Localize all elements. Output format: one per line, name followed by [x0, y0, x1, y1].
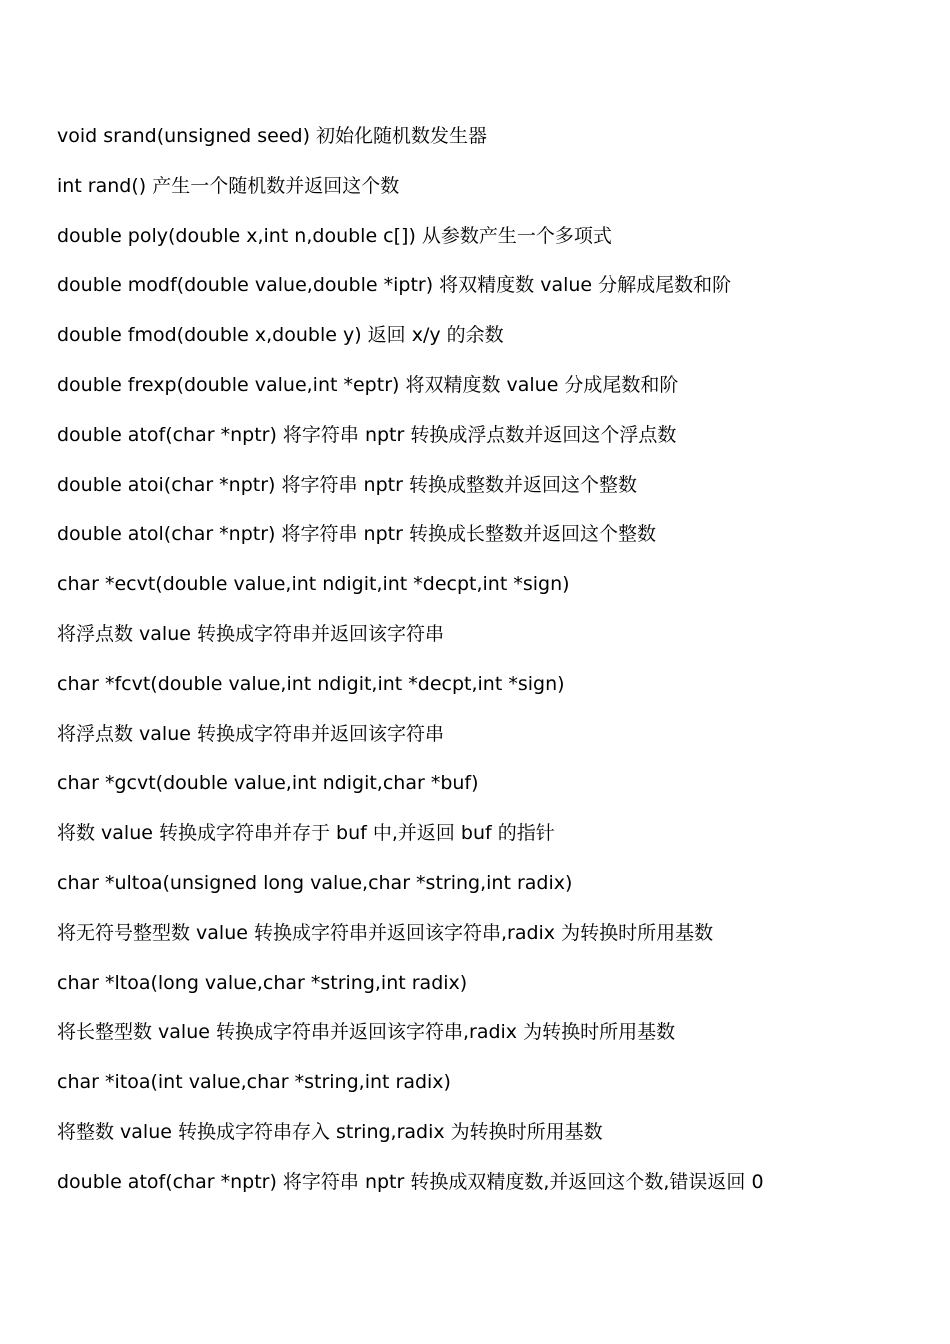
text-line-gcvt: char *gcvt(double value,int ndigit,char *buf) — [57, 772, 479, 795]
text-line-itoa-desc: 将整数 value 转换成字符串存入 string,radix 为转换时所用基数 — [57, 1120, 603, 1143]
text-line-fcvt: char *fcvt(double value,int ndigit,int *decpt,int *sign) — [57, 672, 565, 695]
text-line-fmod: double fmod(double x,double y) 返回 x/y 的余数 — [57, 324, 504, 347]
text-line-frexp: double frexp(double value,int *eptr) 将双精度数 value 分成尾数和阶 — [57, 373, 679, 396]
text-line-fcvt-desc: 将浮点数 value 转换成字符串并返回该字符串 — [57, 722, 444, 745]
text-line-srand: void srand(unsigned seed) 初始化随机数发生器 — [57, 125, 488, 147]
text-line-gcvt-desc: 将数 value 转换成字符串并存于 buf 中,并返回 buf 的指针 — [57, 822, 555, 845]
text-line-ultoa-desc: 将无符号整型数 value 转换成字符串并返回该字符串,radix 为转换时所用基数 — [57, 921, 714, 944]
text-line-atoi: double atoi(char *nptr) 将字符串 nptr 转换成整数并返回这个整数 — [57, 473, 637, 496]
text-line-ltoa: char *ltoa(long value,char *string,int radix) — [57, 971, 468, 994]
text-line-poly: double poly(double x,int n,double c[]) 从参数产生一个多项式 — [57, 224, 612, 247]
text-line-atof-double: double atof(char *nptr) 将字符串 nptr 转换成双精度数,并返回这个数,错误返回 0 — [57, 1170, 764, 1193]
text-line-rand: int rand() 产生一个随机数并返回这个数 — [57, 174, 400, 197]
document-body — [57, 112, 917, 1208]
text-line-atof: double atof(char *nptr) 将字符串 nptr 转换成浮点数并返回这个浮点数 — [57, 423, 677, 446]
text-line-itoa: char *itoa(int value,char *string,int radix) — [57, 1071, 451, 1094]
text-line-atol: double atol(char *nptr) 将字符串 nptr 转换成长整数并返回这个整数 — [57, 523, 656, 546]
text-line-modf: double modf(double value,double *iptr) 将双精度数 value 分解成尾数和阶 — [57, 274, 732, 297]
text-line-ecvt-desc: 将浮点数 value 转换成字符串并返回该字符串 — [57, 622, 444, 645]
text-line-ecvt: char *ecvt(double value,int ndigit,int *decpt,int *sign) — [57, 573, 570, 596]
text-line-ultoa: char *ultoa(unsigned long value,char *string,int radix) — [57, 871, 573, 894]
text-line-ltoa-desc: 将长整型数 value 转换成字符串并返回该字符串,radix 为转换时所用基数 — [57, 1021, 676, 1044]
